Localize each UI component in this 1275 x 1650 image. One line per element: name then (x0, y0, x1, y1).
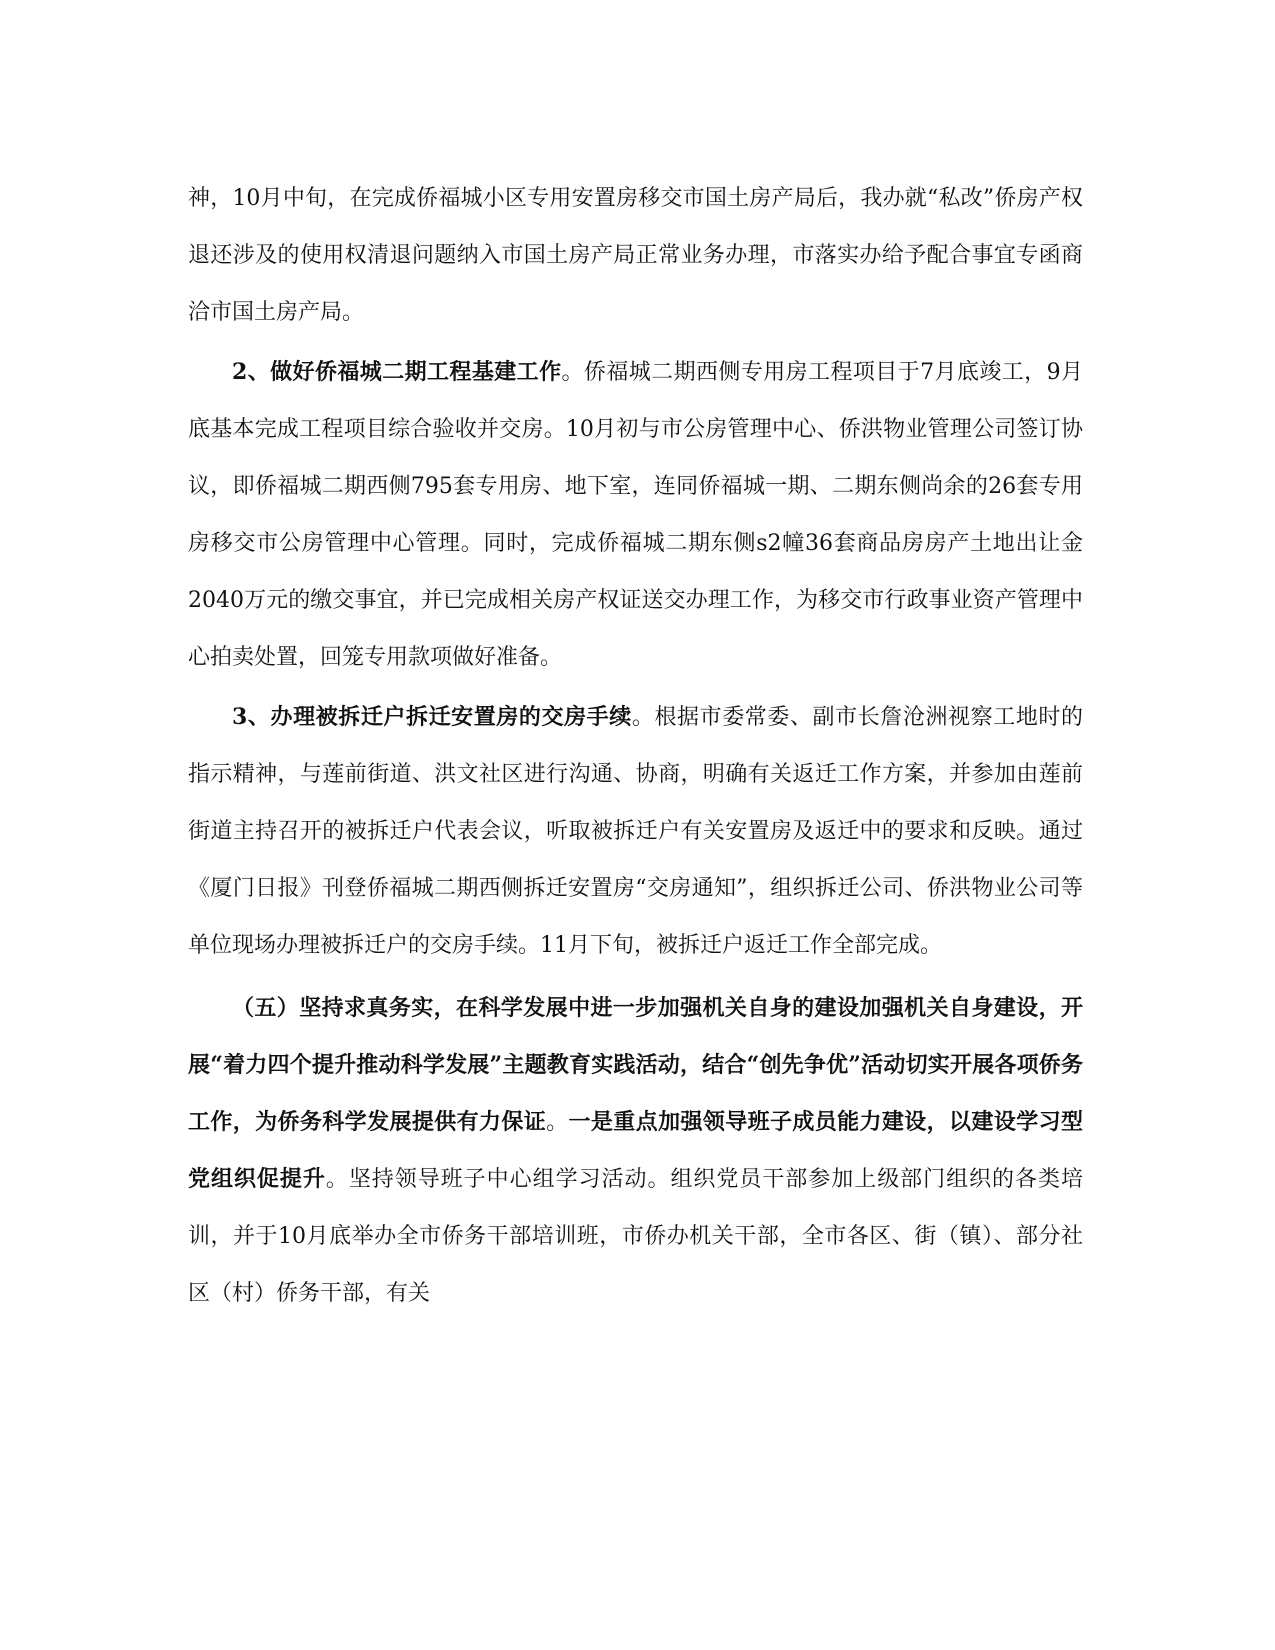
section-heading: （五）坚持求真务实，在科学发展中进一步加强机关自身的建设加强机关自身建设，开展“着力四个提升推动科学发展”主题教育实践活动，结合“创先争优”活动切实开展各项侨务工作，为侨务科学发展提供有力保证 (188, 995, 1083, 1135)
paragraph-4 (188, 980, 1083, 1322)
document-body (188, 170, 1083, 1322)
paragraph-2-text: 。侨福城二期西侧专用房工程项目于7月底竣工，9月底基本完成工程项目综合验收并交房。10月初与市公房管理中心、侨洪物业管理公司签订协议，即侨福城二期西侧795套专用房、地下室，连同侨福城一期、二期东侧尚余的26套专用房移交市公房管理中心管理。同时，完成侨福城二期东侧s2幢36套商品房房产土地出让金2040万元的缴交事宜，并已完成相关房产权证送交办理工作，为移交市行政事业资产管理中心拍卖处置，回笼专用款项做好准备。 (188, 360, 1084, 670)
section-separator: 。 (546, 1110, 569, 1135)
paragraph-1-text: 神，10月中旬，在完成侨福城小区专用安置房移交市国土房产局后，我办就“私改”侨房产权退还涉及的使用权清退问题纳入市国土房产局正常业务办理，市落实办给予配合事宜专函商洽市国土房产局。 (188, 186, 1083, 325)
paragraph-3 (188, 689, 1083, 974)
paragraph-3-heading: 3、办理被拆迁户拆迁安置房的交房手续 (232, 704, 632, 730)
paragraph-2 (188, 344, 1083, 686)
paragraph-1 (188, 170, 1083, 341)
paragraph-2-heading: 2、做好侨福城二期工程基建工作 (232, 359, 562, 385)
paragraph-4-text: 。坚持领导班子中心组学习活动。组织党员干部参加上级部门组织的各类培训，并于10月底举办全市侨务干部培训班，市侨办机关干部，全市各区、街（镇）、部分社区（村）侨务干部，有关 (188, 1167, 1083, 1306)
paragraph-3-text: 。根据市委常委、副市长詹沧洲视察工地时的指示精神，与莲前街道、洪文社区进行沟通、协商，明确有关返迁工作方案，并参加由莲前街道主持召开的被拆迁户代表会议，听取被拆迁户有关安置房及返迁中的要求和反映。通过《厦门日报》刊登侨福城二期西侧拆迁安置房“交房通知”，组织拆迁公司、侨洪物业公司等单位现场办理被拆迁户的交房手续。11月下旬，被拆迁户返迁工作全部完成。 (188, 705, 1083, 958)
paragraph-4-subheading: 一是重点加强领导班子成员能力建设，以建设学习型党组织促提升 (188, 1109, 1083, 1192)
